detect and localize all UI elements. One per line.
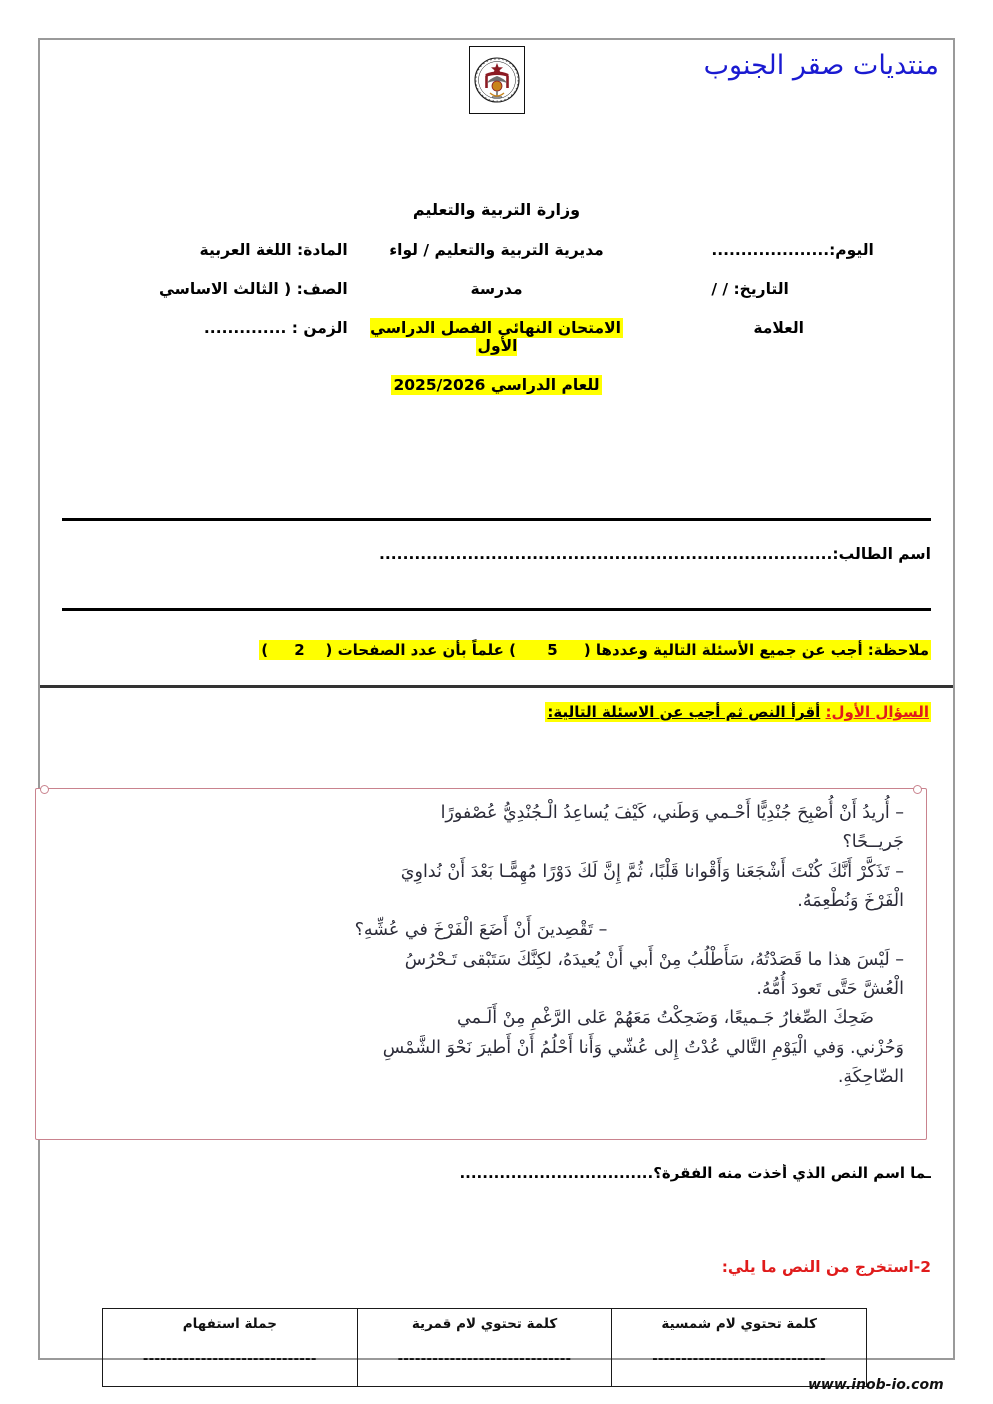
divider-bottom — [62, 608, 931, 611]
student-name-label: اسم الطالب: — [832, 545, 931, 563]
footer-url-row — [0, 1374, 993, 1393]
exam-note-text: ملاحظة: أجب عن جميع الأسئلة التالية وعددها ( 5 ) علماً بأن عدد الصفحات ( 2 ) — [261, 641, 929, 659]
passage-line: – لَيْسَ هذا ما قَصَدْتُهُ، سَأَطْلُبُ مِنْ أَبي أَنْ يُعيدَهُ، لكِنَّكَ سَتَبْقى تَـحْرُسُ — [404, 949, 904, 970]
passage-line: جَريــحًا؟ — [842, 832, 904, 853]
question-2-heading: 2-استخرج من النص ما يلي: — [721, 1258, 931, 1276]
question-1-number: السؤال الأول: — [825, 703, 929, 721]
emblem-svg — [472, 50, 522, 110]
field-grade: الصف: ( الثالث الاساسي — [158, 280, 348, 298]
document-header — [40, 200, 953, 394]
page-content — [40, 40, 953, 1367]
question-1-instruction: أقرأ النص ثم أجب عن الاسئلة التالية: — [547, 703, 821, 721]
divider-note — [40, 685, 953, 688]
top-banner-row — [40, 40, 953, 152]
question-1-heading-highlight — [545, 702, 931, 722]
question-1-heading — [62, 702, 931, 722]
passage-line: الْفَرْخَ وَنُطْعِمَهُ. — [797, 891, 904, 912]
field-date: التاريخ: / / — [711, 280, 789, 298]
answer-blank-shamsiyya[interactable]: ------------------------------ — [652, 1352, 827, 1367]
passage-line: الْعُشَّ حَتَّى تَعودَ أُمُّهُ. — [756, 979, 904, 1000]
site-url-text: www.inob-io.com — [808, 1377, 944, 1393]
passage-line: ضَحِكَ الصِّغارُ جَـميعًا، وَضَحِكْتُ مَعَهُمْ عَلى الرَّغْمِ مِنْ أَلَـمي — [457, 1008, 874, 1029]
field-directorate: مديرية التربية والتعليم / لواء — [389, 241, 604, 259]
header-fields-grid — [62, 241, 931, 394]
field-day: اليوم:.................... — [711, 241, 874, 259]
student-name-row — [62, 545, 931, 563]
page-frame — [38, 38, 955, 1367]
field-mark: العلامة — [753, 319, 804, 337]
passage-line: – تَذَكَّرْ أَنَّكَ كُنْتَ أَشْجَعَنا وَأَقْوانا قَلْبًا، ثُمَّ إِنَّ لَكَ دَوْرًا مُهِمًّـا بَعْدَ أَنْ نُداوِيَ — [400, 861, 904, 882]
answer-blank-istifham[interactable]: ------------------------------ — [142, 1352, 317, 1367]
field-subject: المادة: اللغة العربية — [199, 241, 348, 259]
column-header-shamsiyya: كلمة تحتوي لام شمسية — [661, 1316, 817, 1332]
ministry-title: وزارة التربية والتعليم — [412, 200, 581, 219]
question-1b-text: ـما اسم النص الذي أخذت منه الفقرة؟.................................. — [459, 1164, 931, 1182]
column-header-istifham: جملة استفهام — [182, 1316, 277, 1332]
answer-blank-qamariyya[interactable]: ------------------------------ — [397, 1352, 572, 1367]
passage-line: – أُريدُ أَنْ أُصْبِحَ جُنْدِيًّا أَحْـمي وَطَني، كَيْفَ يُساعِدُ الْـجُنْدِيُّ عُصْفورًا — [440, 803, 904, 823]
forum-watermark-text: منتديات صقر الجنوب — [703, 50, 939, 81]
field-school: مدرسة — [470, 280, 523, 298]
divider-top — [62, 518, 931, 521]
column-header-qamariyya: كلمة تحتوي لام قمرية — [411, 1316, 558, 1332]
exam-title — [352, 319, 642, 355]
jordan-ministry-emblem-icon — [469, 46, 525, 114]
passage-line: وَحُزْني. وَفي الْيَوْمِ التَّالي عُدْتُ إِلى عُشّي وَأَنا أَحْلُمُ أَنْ أَطيرَ نَحْوَ الشَّمْسِ — [382, 1037, 904, 1058]
exam-note-row — [62, 640, 931, 659]
field-time: الزمن : .............. — [203, 319, 348, 337]
student-name-blank[interactable]: ............................................................................. — [379, 545, 833, 563]
passage-line: – تَقْصِدينَ أَنْ أَضَعَ الْفَرْخَ في عُشِّهِ؟ — [354, 920, 608, 941]
passage-line: الضّاحِكَةِ. — [837, 1067, 904, 1088]
reading-passage-box — [35, 788, 927, 1140]
academic-year-text: للعام الدراسي 2025/2026 — [393, 376, 600, 394]
academic-year — [352, 376, 642, 394]
exam-title-text: الامتحان النهائي الفصل الدراسي الأول — [370, 319, 621, 355]
